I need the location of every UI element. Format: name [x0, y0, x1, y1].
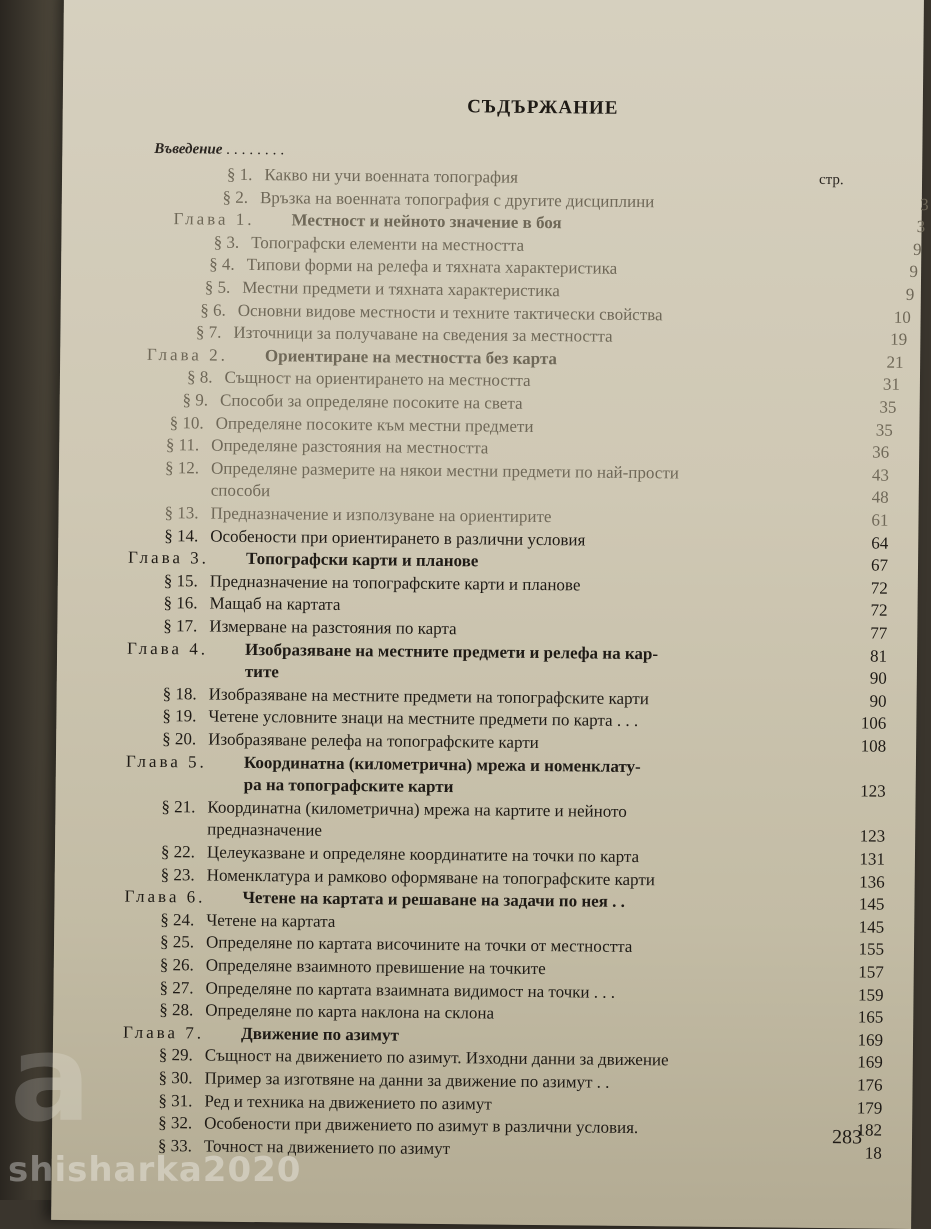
entry-title: Изобразяване на местните предмети на топографските карти [208, 684, 649, 708]
section-number: § 21. [161, 796, 196, 817]
section-number: § 18. [162, 683, 197, 704]
section-number: § 31. [158, 1090, 193, 1110]
entry-title: Пример за изготвяне на данни за движение по азимут . . [204, 1068, 610, 1092]
page-column-label: стр. [818, 171, 844, 189]
entry-page-number: 9 [912, 239, 922, 259]
section-number: § 23. [160, 864, 195, 885]
entry-title: Какво ни учи военната топография [264, 165, 519, 187]
entry-title: Местност и нейното значение в боя [291, 210, 562, 233]
section-number: § 26. [159, 955, 194, 975]
section-number: § 8. [186, 367, 213, 387]
section-number: § 20. [162, 729, 197, 749]
entry-title: Същност на ориентирането на местността [224, 368, 531, 391]
section-number: § 1. [226, 164, 253, 184]
section-number [125, 818, 195, 819]
entry-title: тите [244, 662, 280, 682]
book-page [51, 0, 929, 1229]
entry-title: Основни видове местности и техните тактически свойства [237, 300, 663, 324]
entry-page-number: 64 [871, 533, 889, 553]
entry-title: предназначение [207, 819, 323, 841]
section-number: § 33. [157, 1135, 193, 1156]
entry-page-number: 179 [856, 1097, 883, 1118]
entry-page-number: 123 [859, 826, 886, 847]
entry-title: Особености при движението по азимут в различни условия. [204, 1113, 639, 1138]
entry-page-number: 72 [870, 600, 888, 621]
entry-page-number: 19 [890, 329, 908, 350]
section-number: § 15. [163, 570, 198, 591]
page-title: СЪДЪРЖАНИЕ [467, 96, 619, 119]
entry-page-number: 169 [857, 1052, 883, 1073]
section-number: § 7. [195, 322, 222, 342]
entry-title: Четене на картата и решаване на задачи по нея . . [242, 888, 626, 912]
section-number: § 13. [164, 503, 199, 523]
entry-title: Ориентиране на местността без карта [264, 345, 558, 368]
entry-page-number: 136 [859, 871, 885, 892]
entry-title: Определяне по картата височините на точки от местността [205, 932, 633, 957]
entry-page-number: 3 [916, 217, 926, 237]
entry-page-number: 182 [856, 1120, 883, 1140]
entry-page-number: 36 [872, 442, 890, 462]
entry-page-number: 165 [857, 1007, 884, 1027]
entry-page-number: 145 [858, 894, 885, 914]
entry-page-number: 176 [856, 1075, 883, 1095]
entry-title: Топографски карти и планове [245, 549, 479, 571]
entry-title: Определяне посоките към местни предмети [215, 413, 534, 436]
entry-page-number: 90 [869, 691, 887, 711]
entry-title: Точност на движението по азимут [203, 1136, 451, 1158]
entry-page-number: 169 [857, 1030, 884, 1050]
entry-title: Определяне взаимното превишение на точките [205, 955, 546, 979]
entry-title: Същност на движението по азимут. Изходни данни за движение [204, 1045, 669, 1070]
entry-title: Определяне по картата взаимната видимост на точки . . . [205, 978, 616, 1002]
chapter-label: Глава 1. [173, 209, 255, 230]
watermark-text: shisharka2020 [8, 1150, 302, 1190]
entry-title: Способи за определяне посоките на света [220, 390, 523, 413]
entry-title: Координатна (километрична) мрежа на картите и нейното [207, 797, 627, 821]
entry-title: Местни предмети и тяхната характеристика [242, 277, 560, 301]
entry-page-number [826, 758, 886, 759]
section-number: § 6. [200, 300, 226, 320]
entry-title: способи [210, 480, 271, 501]
entry-page-number: 9 [909, 262, 919, 282]
entry-title: Четене на картата [206, 910, 336, 931]
intro-entry [154, 141, 288, 159]
section-number: § 10. [169, 412, 204, 433]
section-number: § 4. [209, 254, 235, 275]
entry-title: Движение по азимут [240, 1023, 399, 1045]
entry-page-number: 106 [860, 713, 887, 734]
entry-page-number: 67 [870, 555, 889, 575]
entry-title: Ред и техника на движението по азимут [204, 1091, 492, 1114]
entry-page-number: 18 [864, 1143, 882, 1163]
section-number: § 27. [159, 977, 194, 998]
section-number: § 14. [164, 525, 199, 546]
section-number: § 28. [159, 1000, 194, 1020]
section-number: § 16. [163, 593, 198, 613]
entry-title: Източници за получаване на сведения за местността [233, 322, 613, 346]
entry-page-number: 72 [870, 578, 888, 598]
section-number: § 2. [222, 187, 249, 207]
entry-page-number: 123 [860, 781, 886, 801]
section-number [129, 479, 199, 480]
section-number: § 22. [160, 842, 196, 862]
entry-page-number: 108 [860, 736, 887, 756]
page-number: 283 [831, 1126, 863, 1149]
section-number: § 29. [158, 1045, 193, 1065]
entry-page-number: 48 [871, 487, 889, 508]
chapter-label: Глава 5. [125, 751, 207, 772]
entry-page-number: 90 [869, 668, 887, 688]
entry-title: Определяне размерите на някои местни предмети по най-прости [210, 458, 680, 483]
watermark-logo-shape: a [10, 1010, 91, 1149]
section-number: § 5. [204, 277, 231, 297]
entry-title: Изобразяване релефа на топографските карти [208, 729, 539, 753]
entry-page-number: 131 [859, 849, 886, 869]
entry-title: Връзка на военната топография с другите дисциплини [259, 187, 655, 211]
entry-page-number: 3 [920, 194, 929, 214]
section-number: § 12. [164, 457, 200, 478]
entry-page-number: 77 [870, 623, 888, 643]
section-number: § 11. [165, 435, 200, 455]
section-number: § 32. [158, 1113, 193, 1133]
entry-page-number: 159 [857, 984, 884, 1005]
intro-label: Въведение [154, 140, 223, 158]
entry-title: Определяне разстояния на местността [211, 435, 489, 458]
entry-title: Типови форми на релефа и тяхната характеристика [246, 255, 618, 279]
entry-page-number: 61 [871, 510, 889, 530]
entry-page-number: 43 [871, 465, 890, 485]
entry-page-number: 10 [893, 307, 911, 327]
section-number: § 3. [213, 232, 240, 252]
entry-page-number: 81 [869, 646, 888, 666]
section-number: § 25. [159, 932, 195, 952]
entry-title: Предназначение на топографските карти и планове [209, 571, 581, 595]
entry-title: Мащаб на картата [209, 593, 341, 615]
entry-title: Измерване на разстояния по карта [209, 616, 457, 639]
section-number: § 30. [158, 1068, 193, 1088]
intro-dots: ........ [226, 141, 289, 159]
chapter-label: Глава 2. [146, 344, 229, 365]
chapter-label: Глава 7. [122, 1022, 205, 1043]
entry-title: Целеуказване и определяне координатите на точки по карта [206, 842, 640, 867]
entry-page-number: 35 [879, 397, 897, 417]
chapter-label: Глава 6. [124, 886, 206, 907]
entry-title: Определяне по карта наклона на склона [205, 1000, 495, 1023]
entry-page-number [826, 803, 886, 804]
entry-title: Координатна (километрична) мрежа и номенклату- [243, 752, 641, 776]
entry-page-number: 21 [886, 352, 904, 372]
section-number: § 19. [162, 706, 197, 726]
section-number: § 24. [160, 909, 195, 930]
entry-page-number: 31 [882, 374, 901, 395]
entry-title: Предназначение и използуване на ориентирите [210, 503, 552, 527]
section-number: § 9. [182, 390, 209, 410]
entry-title: ра на топографските карти [243, 775, 454, 797]
chapter-label: Глава 3. [127, 547, 210, 568]
entry-title: Четене условните знаци на местните предмети по карта . . . [208, 706, 639, 731]
chapter-label: Глава 4. [127, 638, 209, 659]
section-number: § 17. [163, 616, 198, 636]
entry-page-number: 35 [875, 420, 893, 440]
entry-page-number: 155 [858, 939, 885, 960]
entry-title: Изобразяване на местните предмети и релефа на кар- [245, 639, 659, 663]
entry-title: Номенклатура и рамково оформяване на топографските карти [206, 865, 656, 889]
entry-page-number: 157 [858, 962, 884, 982]
entry-page-number: 145 [858, 917, 885, 937]
entry-title: Топографски елементи на местността [251, 232, 525, 255]
entry-title: Особености при ориентирането в различни условия [210, 526, 586, 550]
entry-page-number: 9 [905, 284, 915, 304]
entry-page-number [872, 170, 931, 171]
